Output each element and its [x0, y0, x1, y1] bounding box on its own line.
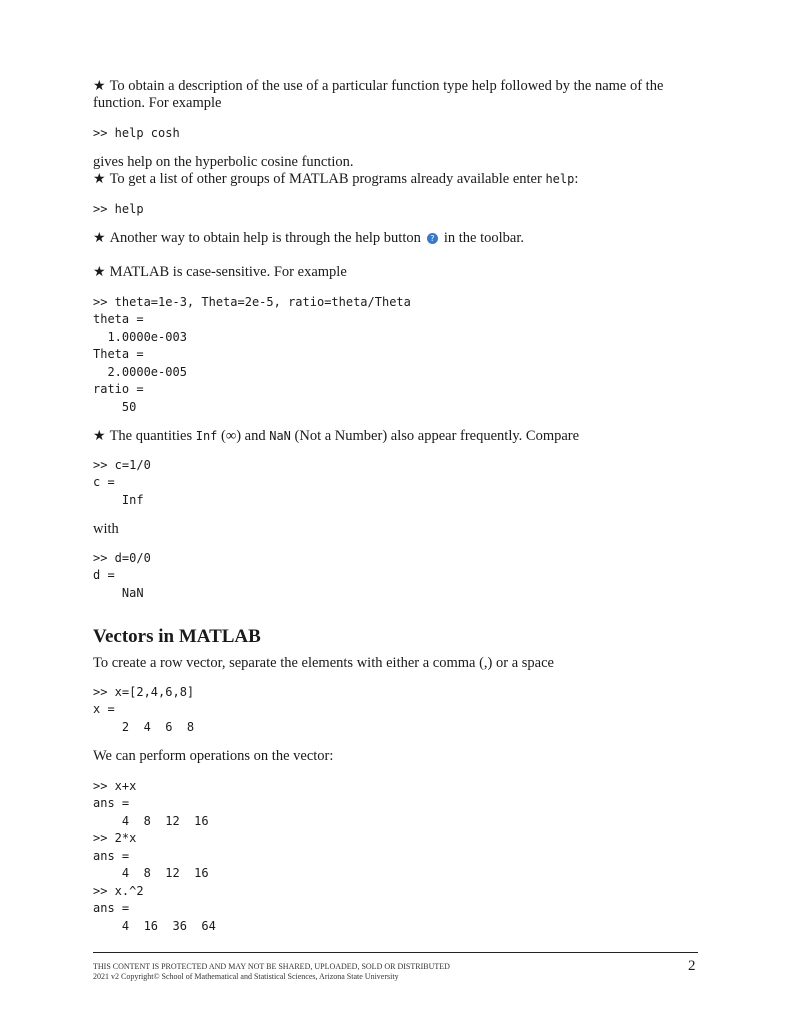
paragraph-text: We can perform operations on the vector:: [93, 748, 334, 764]
code-line: 4 16 36 64: [93, 919, 216, 933]
paragraph-text: To create a row vector, separate the elements with either a comma (,) or a space: [93, 655, 554, 671]
code-line: c =: [93, 475, 115, 489]
paragraph-text: To obtain a description of the use of a particular function type help followed by the name of the: [109, 78, 664, 94]
star-bullet-icon: ★: [93, 428, 106, 444]
code-line: ratio =: [93, 382, 144, 396]
code-line: NaN: [93, 586, 144, 600]
code-line: 2 4 6 8: [93, 720, 195, 734]
code-line: >> x=[2,4,6,8]: [93, 685, 195, 699]
code-line: x =: [93, 702, 115, 716]
bullet-help-function: [93, 79, 663, 94]
page-number: 2: [688, 958, 696, 974]
paragraph-text: The quantities: [109, 428, 196, 444]
code-line: >> help cosh: [93, 126, 180, 140]
code-line: ans =: [93, 849, 130, 863]
code-line: >> 2*x: [93, 831, 137, 845]
star-bullet-icon: ★: [93, 171, 106, 187]
paragraph-text: gives help on the hyperbolic cosine function.: [93, 154, 354, 170]
section-heading: Vectors in MATLAB: [93, 626, 261, 647]
paragraph-text: function. For example: [93, 95, 222, 111]
code-line: d =: [93, 568, 115, 582]
code-line: 4 8 12 16: [93, 866, 209, 880]
code-line: 2.0000e-005: [93, 365, 187, 379]
inline-code: Inf: [195, 429, 218, 443]
code-line: theta =: [93, 312, 144, 326]
bullet-help-button: [93, 231, 524, 246]
code-line: Theta =: [93, 347, 144, 361]
code-line: >> x.^2: [93, 884, 144, 898]
paragraph-text: (∞) and: [217, 428, 270, 444]
code-line: >> theta=1e-3, Theta=2e-5, ratio=theta/Theta: [93, 295, 411, 309]
paragraph-text: MATLAB is case-sensitive. For example: [109, 264, 347, 280]
inline-code: NaN: [269, 429, 291, 443]
code-line: >> x+x: [93, 779, 137, 793]
bullet-case-sensitive: [93, 265, 347, 280]
paragraph-text: in the toolbar.: [443, 230, 524, 246]
inline-code: help: [545, 172, 575, 186]
footer-copyright-line: 2021 v2 Copyright© School of Mathematical and Statistical Sciences, Arizona State University: [93, 972, 399, 981]
code-line: >> help: [93, 202, 144, 216]
code-line: ans =: [93, 796, 130, 810]
star-bullet-icon: ★: [93, 230, 106, 246]
code-line: >> c=1/0: [93, 458, 151, 472]
paragraph-text: (Not a Number) also appear frequently. Compare: [290, 428, 580, 444]
star-bullet-icon: ★: [93, 264, 106, 280]
bullet-inf-nan: [93, 429, 579, 444]
paragraph-text: with: [93, 521, 119, 537]
paragraph-text: Another way to obtain help is through the help button: [109, 230, 421, 246]
star-bullet-icon: ★: [93, 78, 106, 94]
help-button-icon: ?: [427, 233, 438, 244]
code-line: ans =: [93, 901, 130, 915]
paragraph-text: :: [574, 171, 579, 187]
footer-divider: [93, 952, 698, 953]
footer-copyright-notice: THIS CONTENT IS PROTECTED AND MAY NOT BE SHARED, UPLOADED, SOLD OR DISTRIBUTED: [93, 962, 450, 971]
code-line: 4 8 12 16: [93, 814, 209, 828]
code-line: >> d=0/0: [93, 551, 151, 565]
code-line: Inf: [93, 493, 144, 507]
bullet-list-groups: [93, 172, 578, 187]
code-line: 1.0000e-003: [93, 330, 187, 344]
paragraph-text: To get a list of other groups of MATLAB programs already available enter: [109, 171, 546, 187]
code-line: 50: [93, 400, 137, 414]
